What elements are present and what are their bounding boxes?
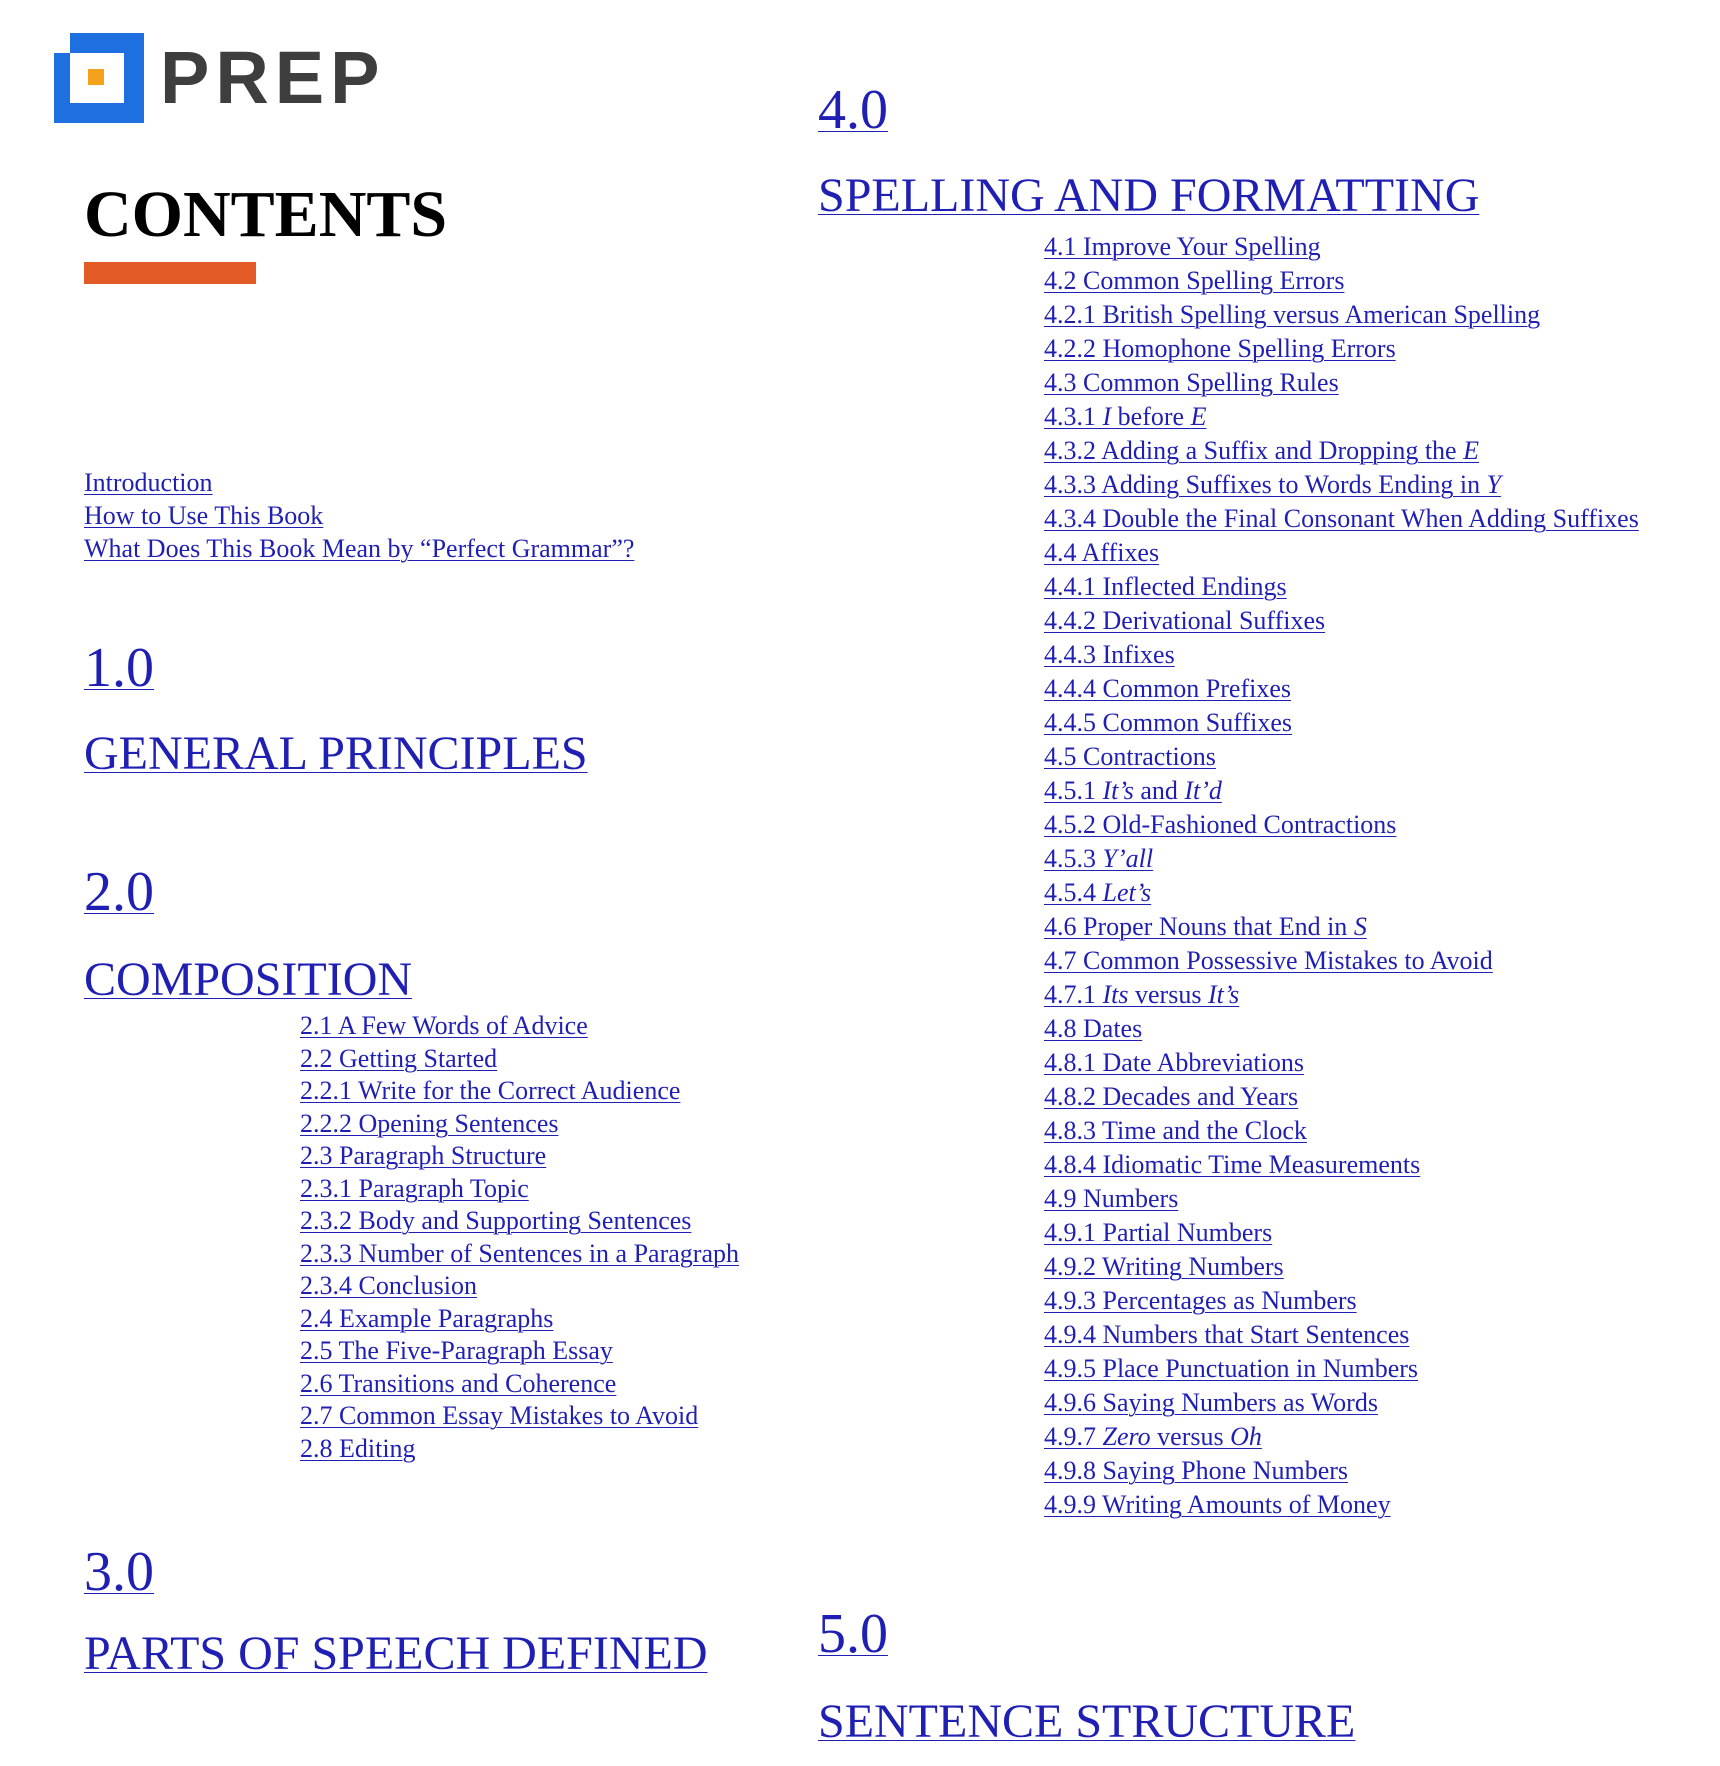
- toc-entry-link[interactable]: 4.5.4 Let’s: [1044, 878, 1152, 907]
- toc-entry-link[interactable]: 4.8 Dates: [1044, 1014, 1143, 1043]
- section-1: [84, 637, 154, 699]
- toc-entry-link[interactable]: 2.2.1 Write for the Correct Audience: [300, 1076, 681, 1105]
- section-2-title-wrap: [84, 953, 413, 1006]
- section-title[interactable]: PARTS OF SPEECH DEFINED: [84, 1627, 708, 1680]
- toc-entry-link[interactable]: 4.2.1 British Spelling versus American Spelling: [1044, 300, 1541, 329]
- toc-entry-link[interactable]: 4.2 Common Spelling Errors: [1044, 266, 1345, 295]
- section-4: [818, 79, 888, 141]
- section-5-title-wrap: [818, 1695, 1356, 1748]
- toc-entry-link[interactable]: 4.4.4 Common Prefixes: [1044, 674, 1291, 703]
- toc-entry-link[interactable]: 2.3.4 Conclusion: [300, 1271, 477, 1300]
- logo-wordmark: PREP: [160, 36, 386, 119]
- toc-entry-link[interactable]: 2.8 Editing: [300, 1433, 416, 1463]
- toc-entry-link[interactable]: 2.2.2 Opening Sentences: [300, 1108, 559, 1138]
- toc-entry-link[interactable]: 4.5.1 It’s and It’d: [1044, 776, 1222, 805]
- intro-link[interactable]: How to Use This Book: [84, 501, 324, 530]
- title-accent-bar: [84, 262, 256, 284]
- toc-entry-link[interactable]: 4.3 Common Spelling Rules: [1044, 368, 1339, 397]
- toc-entry-link[interactable]: 4.8.4 Idiomatic Time Measurements: [1044, 1150, 1421, 1179]
- section-number[interactable]: 4.0: [818, 79, 888, 141]
- intro-link[interactable]: What Does This Book Mean by “Perfect Grammar”?: [84, 534, 635, 563]
- toc-entry-link[interactable]: 4.9.4 Numbers that Start Sentences: [1044, 1320, 1410, 1349]
- intro-links: [84, 466, 634, 565]
- toc-entry-link[interactable]: 4.9.6 Saying Numbers as Words: [1044, 1388, 1378, 1417]
- toc-entry-link[interactable]: 4.4.2 Derivational Suffixes: [1044, 606, 1326, 635]
- page-title: CONTENTS: [84, 178, 448, 251]
- section-number[interactable]: 3.0: [84, 1541, 154, 1603]
- section-3: [84, 1541, 154, 1603]
- section-title[interactable]: GENERAL PRINCIPLES: [84, 727, 588, 780]
- toc-entry-link[interactable]: 4.9.3 Percentages as Numbers: [1044, 1286, 1357, 1315]
- toc-entry-link[interactable]: 4.4.1 Inflected Endings: [1044, 572, 1287, 601]
- toc-entry-link[interactable]: 4.9.1 Partial Numbers: [1044, 1218, 1273, 1247]
- toc-entry-link[interactable]: 4.3.2 Adding a Suffix and Dropping the E: [1044, 436, 1479, 465]
- toc-entry-link[interactable]: 4.7 Common Possessive Mistakes to Avoid: [1044, 946, 1493, 975]
- intro-link[interactable]: Introduction: [84, 468, 213, 497]
- toc-entry-link[interactable]: 4.5 Contractions: [1044, 742, 1216, 771]
- toc-entry-link[interactable]: 2.4 Example Paragraphs: [300, 1303, 554, 1333]
- toc-entry-link[interactable]: 4.9.8 Saying Phone Numbers: [1044, 1456, 1349, 1485]
- toc-entry-link[interactable]: 4.9.5 Place Punctuation in Numbers: [1044, 1354, 1419, 1383]
- section-1-title-wrap: [84, 727, 588, 780]
- toc-entry-link[interactable]: 4.9.7 Zero versus Oh: [1044, 1422, 1262, 1451]
- toc-entry-link[interactable]: 2.1 A Few Words of Advice: [300, 1011, 588, 1040]
- toc-entry-link[interactable]: 4.3.4 Double the Final Consonant When Adding Suffixes: [1044, 504, 1639, 533]
- toc-entry-link[interactable]: 4.8.2 Decades and Years: [1044, 1082, 1299, 1111]
- toc-entry-link[interactable]: 4.1 Improve Your Spelling: [1044, 232, 1321, 261]
- toc-entry-link[interactable]: 4.7.1 Its versus It’s: [1044, 980, 1240, 1009]
- toc-entry-link[interactable]: 4.3.3 Adding Suffixes to Words Ending in Y: [1044, 470, 1502, 499]
- section-number[interactable]: 5.0: [818, 1603, 888, 1665]
- toc-entry-link[interactable]: 4.8.1 Date Abbreviations: [1044, 1048, 1304, 1077]
- prep-logo: [54, 33, 386, 123]
- section-number[interactable]: 1.0: [84, 637, 154, 699]
- toc-entry-link[interactable]: 2.2 Getting Started: [300, 1043, 498, 1073]
- toc-entry-link[interactable]: 2.3.3 Number of Sentences in a Paragraph: [300, 1238, 739, 1268]
- section-number[interactable]: 2.0: [84, 861, 154, 923]
- toc-entry-link[interactable]: 4.4.3 Infixes: [1044, 640, 1175, 669]
- spelling-list: [1044, 230, 1639, 1522]
- toc-entry-link[interactable]: 2.3 Paragraph Structure: [300, 1141, 547, 1170]
- toc-entry-link[interactable]: 4.3.1 I before E: [1044, 402, 1207, 431]
- toc-entry-link[interactable]: 4.4.5 Common Suffixes: [1044, 708, 1292, 737]
- toc-entry-link[interactable]: 4.5.2 Old-Fashioned Contractions: [1044, 810, 1397, 839]
- toc-entry-link[interactable]: 2.3.2 Body and Supporting Sentences: [300, 1206, 692, 1235]
- toc-entry-link[interactable]: 4.2.2 Homophone Spelling Errors: [1044, 334, 1396, 363]
- section-title[interactable]: SENTENCE STRUCTURE: [818, 1695, 1356, 1748]
- section-2: [84, 861, 154, 923]
- toc-entry-link[interactable]: 2.5 The Five-Paragraph Essay: [300, 1336, 613, 1365]
- section-title[interactable]: SPELLING AND FORMATTING: [818, 169, 1480, 222]
- toc-entry-link[interactable]: 4.5.3 Y’all: [1044, 844, 1154, 873]
- toc-entry-link[interactable]: 4.9.2 Writing Numbers: [1044, 1252, 1284, 1281]
- toc-entry-link[interactable]: 4.9 Numbers: [1044, 1184, 1179, 1213]
- toc-entry-link[interactable]: 2.3.1 Paragraph Topic: [300, 1173, 529, 1203]
- section-5: [818, 1603, 888, 1665]
- toc-entry-link[interactable]: 2.7 Common Essay Mistakes to Avoid: [300, 1401, 699, 1430]
- toc-entry-link[interactable]: 4.8.3 Time and the Clock: [1044, 1116, 1307, 1145]
- section-3-title-wrap: [84, 1627, 708, 1680]
- section-4-title-wrap: [818, 169, 1480, 222]
- toc-entry-link[interactable]: 4.9.9 Writing Amounts of Money: [1044, 1490, 1391, 1519]
- toc-entry-link[interactable]: 4.6 Proper Nouns that End in S: [1044, 912, 1367, 941]
- composition-list: [300, 1010, 739, 1465]
- section-title[interactable]: COMPOSITION: [84, 953, 413, 1006]
- toc-entry-link[interactable]: 4.4 Affixes: [1044, 538, 1160, 567]
- toc-entry-link[interactable]: 2.6 Transitions and Coherence: [300, 1368, 617, 1398]
- prep-logo-icon: [54, 33, 144, 123]
